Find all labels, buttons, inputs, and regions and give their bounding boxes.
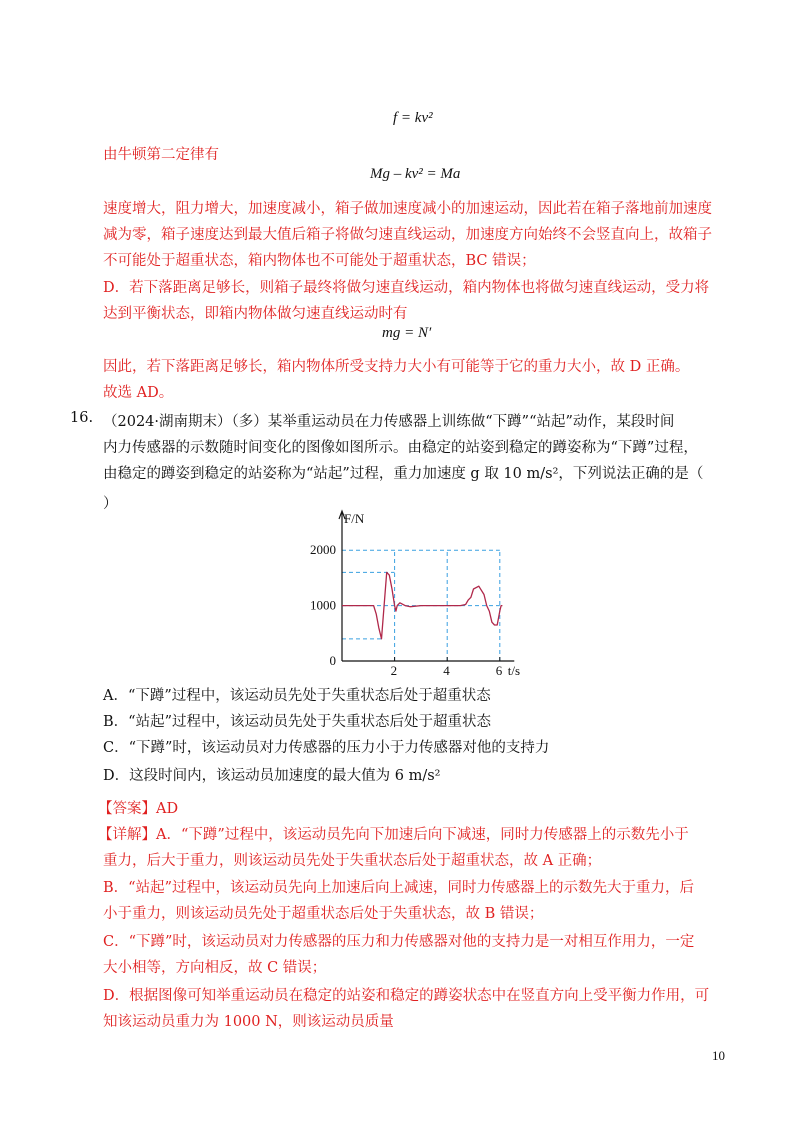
analysis-line: 大小相等，方向相反，故 C 错误； [103, 960, 327, 976]
question-number: 16. [70, 410, 94, 426]
y-tick-label: 0 [329, 653, 336, 668]
equation-balance: mg = N′ [382, 325, 432, 341]
question-line: 内力传感器的示数随时间变化的图像如图所示。由稳定的站姿到稳定的蹲姿称为“下蹲”过程， [103, 440, 698, 456]
x-tick-label: 2 [390, 663, 398, 675]
choose-answer: 故选 AD。 [103, 385, 174, 401]
para1-line: 不可能处于超重状态，箱内物体也不可能处于超重状态，BC 错误； [103, 253, 536, 269]
analysis-line: D．根据图像可知举重运动员在稳定的站姿和稳定的蹲姿状态中在竖直方向上受平衡力作用，可 [103, 988, 710, 1004]
option-a: A．“下蹲”过程中，该运动员先处于失重状态后处于超重状态 [103, 688, 491, 704]
x-tick-label: 6 [495, 663, 503, 675]
question-line: （2024·湖南期末）（多）某举重运动员在力传感器上训练做“下蹲”“站起”动作，某段时间 [103, 414, 675, 430]
equation-newton: Mg – kv² = Ma [370, 166, 461, 182]
option-c: C．“下蹲”时，该运动员对力传感器的压力小于力传感器对他的支持力 [103, 740, 550, 756]
x-axis-label: t/s [507, 663, 521, 675]
option-b: B．“站起”过程中，该运动员先处于失重状态后处于超重状态 [103, 714, 491, 730]
para2-line: 达到平衡状态，即箱内物体做匀速直线运动时有 [103, 306, 408, 322]
para2-line: D．若下落距离足够长，则箱子最终将做匀速直线运动，箱内物体也将做匀速直线运动，受力将 [103, 280, 710, 296]
para1-line: 速度增大，阻力增大，加速度减小，箱子做加速度减小的加速运动，因此若在箱子落地前加速度 [103, 201, 712, 217]
answer: 【答案】AD [98, 801, 179, 817]
x-tick-label: 4 [443, 663, 450, 675]
analysis-line: 重力，后大于重力，则该运动员先处于失重状态后处于超重状态，故 A 正确； [103, 853, 602, 869]
analysis-line: B．“站起”过程中，该运动员先向上加速后向上减速，同时力传感器上的示数先大于重力，后 [103, 880, 694, 896]
analysis-line: 知该运动员重力为 1000 N，则该运动员质量 [103, 1014, 394, 1030]
y-axis-label: F/N [344, 511, 365, 526]
equation-friction: f = kv² [393, 110, 433, 126]
question-line: ） [103, 496, 118, 512]
question-line: 由稳定的蹲姿到稳定的站姿称为“站起”过程，重力加速度 g 取 10 m/s²，下列说法正确的是（ [103, 466, 704, 482]
analysis-line: 小于重力，则该运动员先处于超重状态后处于失重状态，故 B 错误； [103, 906, 544, 922]
y-tick-label: 2000 [310, 542, 336, 558]
y-tick-label: 1000 [310, 597, 336, 613]
option-d: D．这段时间内，该运动员加速度的最大值为 6 m/s² [103, 768, 441, 784]
analysis-line: C．“下蹲”时，该运动员对力传感器的压力和力传感器对他的支持力是一对相互作用力，一定 [103, 934, 695, 950]
newton-intro: 由牛顿第二定律有 [103, 147, 219, 163]
para1-line: 减为零，箱子速度达到最大值后箱子将做匀速直线运动，加速度方向始终不会竖直向上，故箱子 [103, 227, 712, 243]
page-number: 10 [712, 1048, 725, 1063]
analysis-line: 【详解】A．“下蹲”过程中，该运动员先向下加速后向下减速，同时力传感器上的示数先小于 [98, 827, 689, 843]
conclusion: 因此，若下落距离足够长，箱内物体所受支持力大小有可能等于它的重力大小，故 D 正确。 [103, 359, 690, 375]
force-time-chart [300, 505, 530, 675]
